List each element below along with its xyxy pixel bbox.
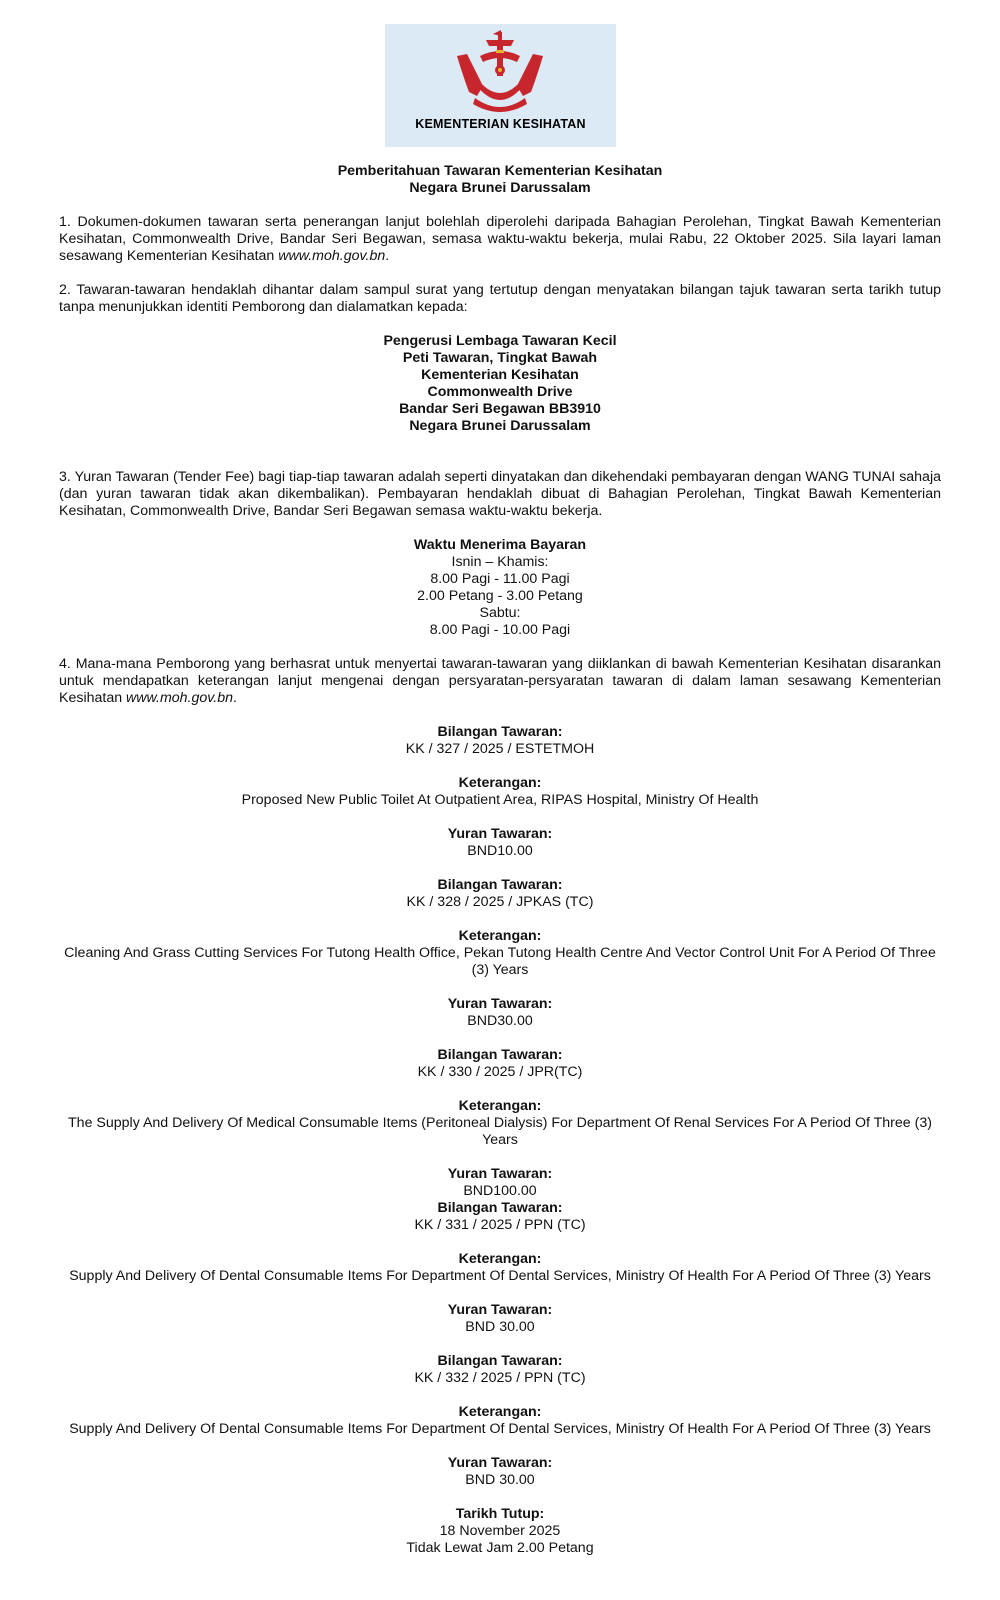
tender-item: Bilangan Tawaran: KK / 328 / 2025 / JPKAS (TC) Keterangan: Cleaning And Grass Cutting Services For Tutong Health Office, Pekan Tutong Health Centre And Vector Control Unit For A Period Of Three (3) Years Yuran Tawaran: BND30.00 xyxy=(59,877,941,1047)
tender-item: Bilangan Tawaran: KK / 331 / 2025 / PPN (TC) Keterangan: Supply And Delivery Of Dental Consumable Items For Department Of Dental Services, Ministry Of Health For A Period Of Three (3) Years Yuran Tawaran: BND 30.00 xyxy=(59,1200,941,1353)
closing-date: 18 November 2025 xyxy=(439,1523,561,1539)
paragraph-1: 1. Dokumen-dokumen tawaran serta penerangan lanjut bolehlah diperolehi daripada Bahagian Perolehan, Tingkat Bawah Kementerian Kesihatan, Commonwealth Drive, Bandar Seri Begawan, semasa waktu-waktu bekerja, mulai Rabu, 22 Oktober 2025. Sila layari laman sesawang Kementerian Kesihatan www.moh.gov.bn. xyxy=(59,214,941,264)
tender-fee: BND10.00 xyxy=(467,843,533,859)
paragraph-4: 4. Mana-mana Pemborong yang berhasrat untuk menyertai tawaran-tawaran yang diiklankan di bawah Kementerian Kesihatan disarankan untuk mendapatkan keterangan lanjut mengenai dengan persyaratan-persyaratan tawaran di dalam laman sesawang Kementerian Kesihatan www.moh.gov.bn. xyxy=(59,656,941,706)
tender-fee: BND30.00 xyxy=(467,1013,533,1029)
payment-hours: Waktu Menerima Bayaran Isnin – Khamis: 8.00 Pagi - 11.00 Pagi 2.00 Petang - 3.00 Petang Sabtu: 8.00 Pagi - 10.00 Pagi xyxy=(413,537,587,638)
address-block: Pengerusi Lembaga Tawaran Kecil Peti Tawaran, Tingkat Bawah Kementerian Kesihatan Commonwealth Drive Bandar Seri Begawan BB3910 Negara Brunei Darussalam xyxy=(383,333,617,434)
tender-item: Bilangan Tawaran: KK / 330 / 2025 / JPR(TC) Keterangan: The Supply And Delivery Of Medical Consumable Items (Peritoneal Dialysis) For Department Of Renal Services For A Period Of Three (3) Years Yuran Tawaran: BND100.00 xyxy=(59,1047,941,1200)
tender-number: KK / 332 / 2025 / PPN (TC) xyxy=(414,1370,586,1386)
tender-description: Proposed New Public Toilet At Outpatient Area, RIPAS Hospital, Ministry Of Health xyxy=(241,792,759,808)
tender-description: Supply And Delivery Of Dental Consumable Items For Department Of Dental Services, Ministry Of Health For A Period Of Three (3) Years xyxy=(69,1421,931,1437)
tender-number: KK / 330 / 2025 / JPR(TC) xyxy=(417,1064,583,1080)
paragraph-3: 3. Yuran Tawaran (Tender Fee) bagi tiap-tiap tawaran adalah seperti dinyatakan dan dikehendaki pembayaran dengan WANG TUNAI sahaja (dan yuran tawaran tidak akan dikembalikan). Pembayaran hendaklah dibuat di Bahagian Perolehan, Tingkat Bawah Kementerian Kesihatan, Commonwealth Drive, Bandar Seri Begawan semasa waktu-waktu bekerja. xyxy=(59,469,941,519)
notice-title: Pemberitahuan Tawaran Kementerian Kesihatan Negara Brunei Darussalam xyxy=(337,163,663,196)
website-link[interactable]: www.moh.gov.bn xyxy=(278,248,386,264)
tender-number: KK / 327 / 2025 / ESTETMOH xyxy=(405,741,595,757)
tender-fee: BND 30.00 xyxy=(465,1472,535,1488)
ministry-logo xyxy=(385,24,616,147)
closing-time: Tidak Lewat Jam 2.00 Petang xyxy=(406,1540,594,1556)
tender-fee: BND100.00 xyxy=(463,1183,537,1199)
tender-fee: BND 30.00 xyxy=(465,1319,535,1335)
tender-number: KK / 331 / 2025 / PPN (TC) xyxy=(414,1217,586,1233)
tender-item: Bilangan Tawaran: KK / 327 / 2025 / ESTETMOH Keterangan: Proposed New Public Toilet At Outpatient Area, RIPAS Hospital, Ministry Of Health Yuran Tawaran: BND10.00 xyxy=(59,724,941,877)
website-link[interactable]: www.moh.gov.bn xyxy=(126,690,234,706)
paragraph-2: 2. Tawaran-tawaran hendaklah dihantar dalam sampul surat yang tertutup dengan menyatakan bilangan tajuk tawaran serta tarikh tutup tanpa menunjukkan identiti Pemborong dan dialamatkan kepada: xyxy=(59,282,941,315)
notice-body xyxy=(59,163,941,1557)
tender-description: Cleaning And Grass Cutting Services For Tutong Health Office, Pekan Tutong Health Centre And Vector Control Unit For A Period Of Three (3) Years xyxy=(64,945,936,978)
closing-info: Tarikh Tutup: 18 November 2025 Tidak Lewat Jam 2.00 Petang xyxy=(59,1506,941,1557)
tender-description: The Supply And Delivery Of Medical Consumable Items (Peritoneal Dialysis) For Department Of Renal Services For A Period Of Three (3) Years xyxy=(68,1115,932,1148)
tender-description: Supply And Delivery Of Dental Consumable Items For Department Of Dental Services, Ministry Of Health For A Period Of Three (3) Years xyxy=(69,1268,931,1284)
tender-number: KK / 328 / 2025 / JPKAS (TC) xyxy=(406,894,594,910)
tender-item: Bilangan Tawaran: KK / 332 / 2025 / PPN (TC) Keterangan: Supply And Delivery Of Dental Consumable Items For Department Of Dental Services, Ministry Of Health For A Period Of Three (3) Years Yuran Tawaran: BND 30.00 xyxy=(59,1353,941,1506)
logo-label: KEMENTERIAN KESIHATAN xyxy=(415,117,586,131)
brunei-crest-icon xyxy=(385,26,616,122)
